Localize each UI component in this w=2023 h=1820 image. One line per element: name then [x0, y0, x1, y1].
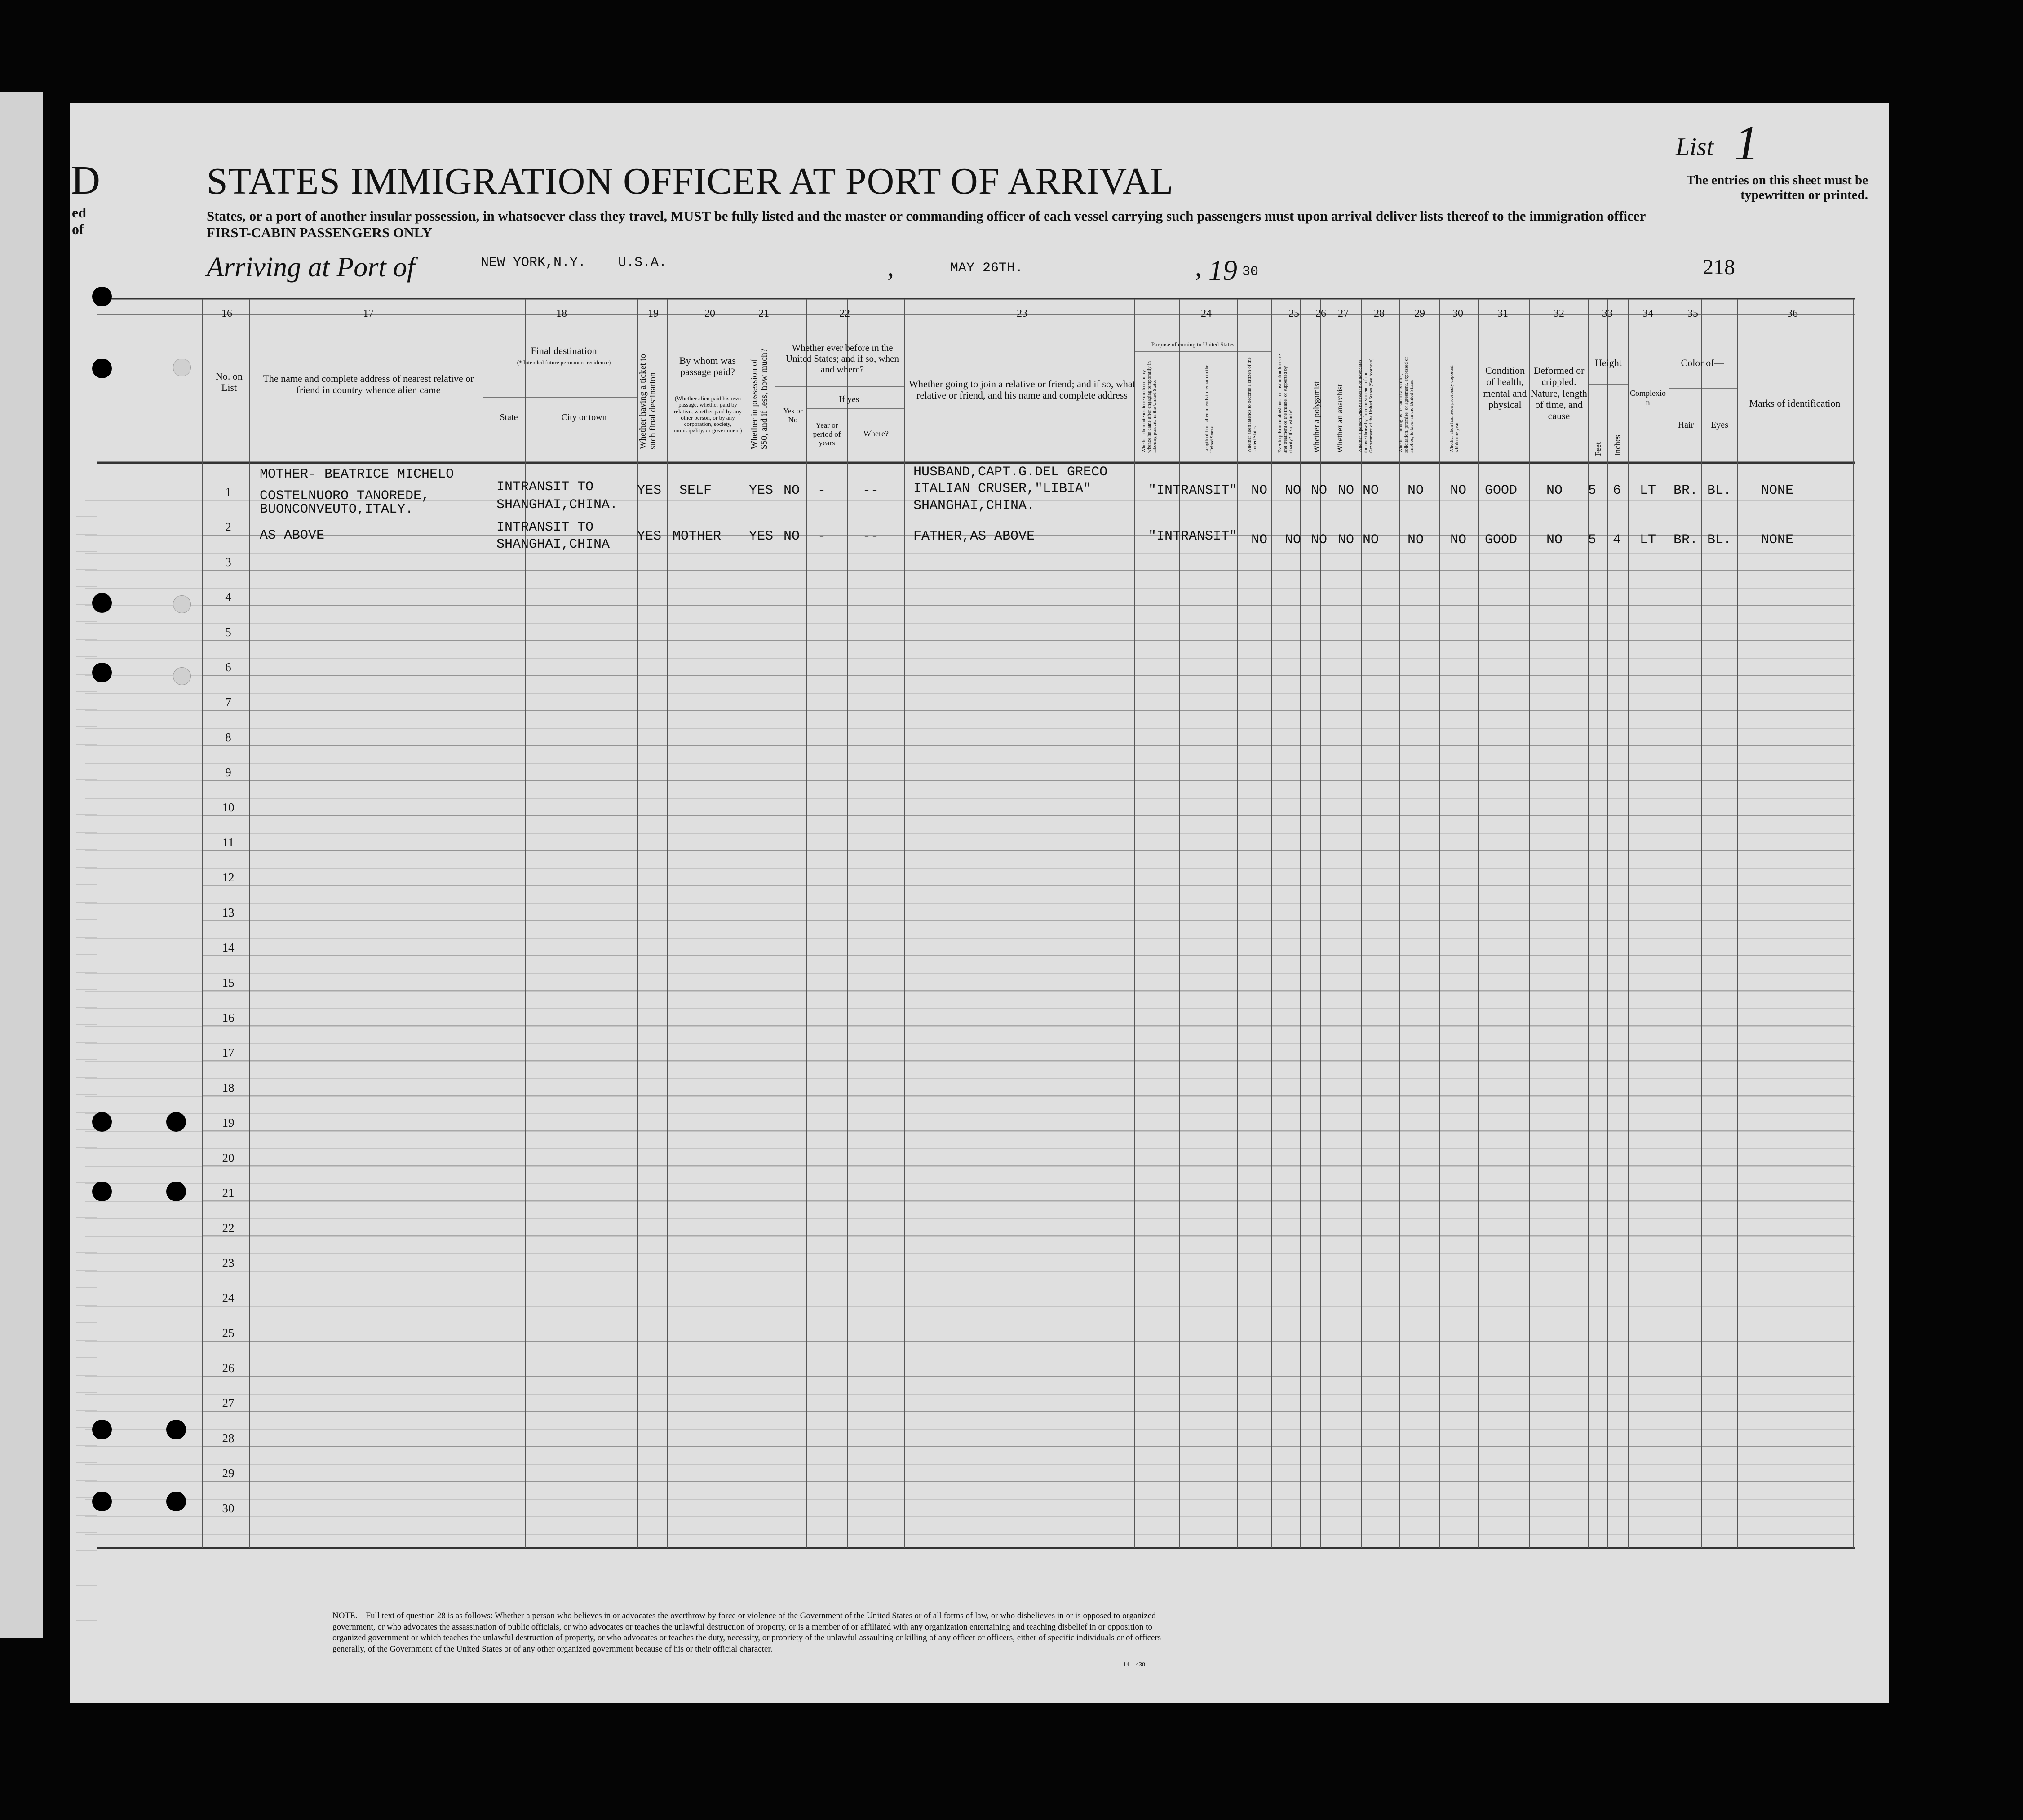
- port-of-arrival: NEW YORK,N.Y. U.S.A.: [481, 255, 667, 270]
- row-number: 10: [222, 801, 235, 814]
- col-num-28: 28: [1374, 308, 1385, 319]
- entry-2-deformed: NO: [1546, 532, 1563, 548]
- col-num-29: 29: [1414, 308, 1425, 319]
- col-num-21: 21: [758, 308, 769, 319]
- first-cabin-label: FIRST-CABIN PASSENGERS ONLY: [207, 225, 432, 240]
- list-label: List: [1676, 133, 1714, 161]
- entry-2-polygamist: NO: [1285, 532, 1301, 548]
- row-number: 26: [222, 1361, 235, 1375]
- entry-2-destination-line-1: INTRANSIT TO: [496, 520, 594, 535]
- header-health: Condition of health, mental and physical: [1483, 365, 1527, 410]
- left-margin-text-2: of: [72, 221, 84, 237]
- header-before-in-us: Whether ever before in the United States; and if so, when and where?: [786, 342, 899, 375]
- col-num-35: 35: [1687, 308, 1698, 319]
- row-number: 15: [222, 976, 235, 989]
- col-num-34: 34: [1642, 308, 1653, 319]
- entry-1-purpose: "INTRANSIT": [1148, 483, 1238, 498]
- header-final-destination-note: (* Intended future permanent residence): [517, 359, 611, 366]
- row-number: 3: [225, 555, 231, 569]
- left-header-fragment: D: [71, 158, 100, 203]
- entry-2-inches: 4: [1613, 532, 1621, 548]
- row-number: 11: [222, 836, 234, 849]
- entry-2-paid-by: MOTHER: [673, 529, 722, 544]
- header-inches: Inches: [1613, 435, 1622, 456]
- header-hair: Hair: [1678, 420, 1694, 430]
- entry-2-overthrow: NO: [1338, 532, 1355, 548]
- header-no-on-list: No. on List: [216, 371, 243, 394]
- entry-2-before-in-us: NO: [784, 529, 800, 544]
- row-number: 16: [222, 1011, 235, 1024]
- entry-1-hair: BR.: [1673, 483, 1698, 498]
- header-passage-paid-note: (Whether alien paid his own passage, whether paid by relative, whether paid by any other person, or by any corporation, society, municipality, or government): [673, 395, 742, 434]
- col-num-31: 31: [1497, 308, 1508, 319]
- entry-1-paid-by: SELF: [679, 483, 712, 498]
- col-num-20: 20: [704, 308, 715, 319]
- header-feet: Feet: [1594, 442, 1602, 456]
- header-height: Height: [1595, 357, 1622, 368]
- header-fifty-dollars: Whether in possession of $50, and if less, how much?: [749, 349, 769, 449]
- entry-1-before-in-us: NO: [784, 483, 800, 498]
- row-number: 18: [222, 1081, 235, 1094]
- punch-hole: [166, 1182, 186, 1201]
- header-city-or-town: City or town: [561, 412, 607, 422]
- row-number: 25: [222, 1326, 235, 1340]
- list-number: 1: [1734, 115, 1759, 170]
- row-number: 23: [222, 1256, 235, 1270]
- header-final-destination: Final destination: [531, 345, 597, 356]
- entry-2-anarchist: NO: [1311, 532, 1328, 548]
- form-instruction-line: States, or a port of another insular possession, in whatsoever class they travel, MUST be fully listed and the master or commanding officer of each vessel carrying such passengers must upon arrival deliver lists thereof to the immigration officer: [207, 208, 1646, 224]
- arriving-label: Arriving at Port of: [207, 252, 415, 283]
- punch-hole: [166, 1492, 186, 1511]
- header-anarchist: Whether an anarchist: [1335, 384, 1344, 453]
- col-num-33: 33: [1602, 308, 1613, 319]
- entry-1-marks: NONE: [1761, 483, 1794, 498]
- entry-1-deported: NO: [1450, 483, 1467, 498]
- year-prefix: 19: [1208, 254, 1237, 286]
- footnote-question-28: NOTE.—Full text of question 28 is as follows: Whether a person who believes in or advocates the overthrow by force or violence of the Government of the United States or of all forms of law, or who disbelieves in or is opposed to organized government, or who advocates the assassination of public officials, or who advocates or teaches the unlawful destruction of property, or is a member of or affiliated with any organization entertaining and teaching disbelief in or opposition to organized government or which teaches the unlawful destruction of property, or who advocates or teaches the duty, necessity, or propriety of the unlawful assaulting or killing of any officer or officers, either of specific individuals or of officers generally, of the Government of the United States or of any other organized government because of his or their official character.: [332, 1611, 1161, 1654]
- header-ticket: Whether having a ticket to such final destination: [638, 354, 658, 449]
- header-labor-offer: Whether coming by reason of any offer, solicitation, promise, or agreement, expressed or implied, to labor in the United States: [1398, 357, 1415, 453]
- entry-1-ticket: YES: [637, 483, 662, 498]
- entry-2-where: --: [863, 529, 879, 544]
- entry-2-destination-line-2: SHANGHAI,CHINA: [496, 537, 610, 552]
- header-yes-or-no: Yes or No: [783, 407, 803, 424]
- entry-2-labor-offer: NO: [1408, 532, 1424, 548]
- entry-2-join-line-1: FATHER,AS ABOVE: [913, 529, 1035, 544]
- entry-1-complexion: LT: [1640, 483, 1656, 498]
- header-state: State: [500, 412, 518, 422]
- punch-hole: [173, 359, 191, 376]
- row-number: 9: [225, 766, 231, 779]
- header-purpose-return: Whether alien intends to return to country whence he came after engaging temporarily in laboring pursuits in the United States: [1141, 361, 1158, 453]
- row-number: 24: [222, 1291, 235, 1305]
- form-title: STATES IMMIGRATION OFFICER AT PORT OF ARRIVAL: [207, 160, 1174, 202]
- entry-1-year: -: [818, 483, 826, 498]
- entry-1-labor-offer: NO: [1408, 483, 1424, 498]
- header-eyes: Eyes: [1711, 420, 1728, 430]
- header-prison: Ever in prison or almshouse or institution for care and treatment of the insane, or supported by charity? If so, which?: [1277, 354, 1294, 453]
- entry-1-deformed: NO: [1546, 483, 1563, 498]
- row-number: 27: [222, 1396, 235, 1410]
- entry-1-polygamist: NO: [1285, 483, 1301, 498]
- entry-2-complexion: LT: [1640, 532, 1656, 548]
- col-num-26: 26: [1315, 308, 1326, 319]
- comma-2: ,: [1195, 252, 1202, 282]
- entry-2-purpose: "INTRANSIT": [1148, 529, 1238, 544]
- col-num-16: 16: [221, 308, 232, 319]
- row-number: 7: [225, 695, 231, 709]
- header-join-relative: Whether going to join a relative or friend; and if so, what relative or friend, and his name and complete address: [909, 378, 1135, 401]
- entry-2-health: GOOD: [1485, 532, 1518, 548]
- header-purpose-length: Length of time alien intends to remain in the United States: [1204, 364, 1215, 453]
- header-complexion: Complexion: [1630, 389, 1666, 407]
- col-num-24: 24: [1201, 308, 1212, 319]
- entry-1-health: GOOD: [1485, 483, 1518, 498]
- row-number: 21: [222, 1186, 235, 1200]
- entry-2-ticket: YES: [637, 529, 662, 544]
- entry-1-join-line-2: ITALIAN CRUSER,"LIBIA": [913, 481, 1092, 496]
- col-num-23: 23: [1017, 308, 1027, 319]
- entry-1-inches: 6: [1613, 483, 1621, 498]
- entry-1-overthrow-2: NO: [1363, 483, 1379, 498]
- row-number: 12: [222, 871, 235, 884]
- header-purpose: Purpose of coming to United States: [1151, 341, 1235, 348]
- header-passage-paid: By whom was passage paid?: [679, 355, 736, 378]
- entry-1-anarchist: NO: [1311, 483, 1328, 498]
- entry-1-join-line-1: HUSBAND,CAPT.G.DEL GRECO: [913, 465, 1108, 480]
- row-number: 29: [222, 1466, 235, 1480]
- arrival-date: MAY 26TH.: [950, 261, 1023, 276]
- header-nearest-relative: The name and complete address of nearest relative or friend in country whence alien came: [263, 373, 474, 396]
- page-number: 218: [1703, 255, 1735, 279]
- col-num-25: 25: [1288, 308, 1299, 319]
- col-num-22: 22: [839, 308, 850, 319]
- left-margin-text-1: ed: [72, 204, 86, 221]
- row-number: 22: [222, 1221, 235, 1235]
- entry-1-eyes: BL.: [1707, 483, 1732, 498]
- col-num-27: 27: [1338, 308, 1349, 319]
- entry-2-overthrow-2: NO: [1363, 532, 1379, 548]
- row-number: 20: [222, 1151, 235, 1165]
- row-number: 5: [225, 625, 231, 639]
- row-number: 1: [225, 485, 231, 499]
- header-where: Where?: [863, 429, 889, 438]
- entry-1-relative-line-3: BUONCONVEUTO,ITALY.: [260, 502, 414, 517]
- entry-2-prison: NO: [1251, 532, 1268, 548]
- header-purpose-citizen: Whether alien intends to become a citizen of the United States: [1247, 357, 1258, 453]
- punch-hole: [92, 663, 112, 682]
- row-number: 13: [222, 906, 235, 919]
- entry-2-eyes: BL.: [1707, 532, 1732, 548]
- row-number: 4: [225, 590, 231, 604]
- col-num-19: 19: [648, 308, 659, 319]
- entry-1-prison: NO: [1251, 483, 1268, 498]
- row-number: 17: [222, 1046, 235, 1059]
- row-number: 2: [225, 520, 231, 534]
- row-number: 19: [222, 1116, 235, 1129]
- punch-hole: [92, 1112, 112, 1132]
- col-num-18: 18: [556, 308, 567, 319]
- row-number: 8: [225, 731, 231, 744]
- header-year: Year or period of years: [813, 421, 841, 447]
- entry-1-relative-line-2: COSTELNUORO TANOREDE,: [260, 488, 430, 504]
- header-deformed: Deformed or crippled. Nature, length of time, and cause: [1531, 365, 1587, 422]
- punch-hole: [92, 1492, 112, 1511]
- entry-1-has-50: YES: [749, 483, 774, 498]
- header-marks: Marks of identification: [1749, 398, 1841, 409]
- entry-1-where: --: [863, 483, 879, 498]
- entry-2-marks: NONE: [1761, 532, 1794, 548]
- punch-hole: [92, 359, 112, 378]
- entry-1-join-line-3: SHANGHAI,CHINA.: [913, 498, 1035, 514]
- col-num-36: 36: [1787, 308, 1798, 319]
- year-suffix: 30: [1242, 264, 1259, 279]
- entry-1-feet: 5: [1588, 483, 1597, 498]
- header-color-of: Color of—: [1681, 357, 1724, 368]
- entry-1-destination-line-1: INTRANSIT TO: [496, 479, 594, 495]
- typewritten-instruction: The entries on this sheet must be typewritten or printed.: [1686, 173, 1868, 203]
- entry-2-year: -: [818, 529, 826, 544]
- punch-hole: [173, 595, 191, 613]
- row-number: 28: [222, 1431, 235, 1445]
- entry-1-overthrow: NO: [1338, 483, 1355, 498]
- row-number: 14: [222, 941, 235, 954]
- header-polygamist: Whether a polygamist: [1312, 381, 1321, 453]
- comma-1: ,: [887, 252, 894, 282]
- col-num-32: 32: [1554, 308, 1564, 319]
- entry-1-relative-line-1: MOTHER- BEATRICE MICHELO: [260, 467, 454, 482]
- punch-hole: [166, 1112, 186, 1132]
- entry-1-destination-line-2: SHANGHAI,CHINA.: [496, 497, 618, 513]
- col-num-30: 30: [1452, 308, 1463, 319]
- entry-2-has-50: YES: [749, 529, 774, 544]
- header-overthrow: Whether a person who believes in or advocates the overthrow by force or violence of the Government of the United States (See footnote): [1358, 358, 1374, 453]
- row-number: 6: [225, 660, 231, 674]
- row-number: 30: [222, 1501, 235, 1515]
- header-if-yes: If yes—: [839, 394, 868, 404]
- header-deported: Whether alien had been previously deported within one year: [1449, 365, 1460, 453]
- punch-hole: [92, 287, 112, 306]
- punch-hole: [173, 667, 191, 685]
- punch-hole: [92, 593, 112, 613]
- punch-hole: [92, 1182, 112, 1201]
- punch-hole: [92, 1420, 112, 1439]
- punch-hole: [166, 1420, 186, 1439]
- form-code: 14—430: [1123, 1661, 1145, 1668]
- entry-2-feet: 5: [1588, 532, 1597, 548]
- col-num-17: 17: [363, 308, 374, 319]
- entry-2-relative-line-1: AS ABOVE: [260, 528, 325, 543]
- entry-2-deported: NO: [1450, 532, 1467, 548]
- entry-2-hair: BR.: [1673, 532, 1698, 548]
